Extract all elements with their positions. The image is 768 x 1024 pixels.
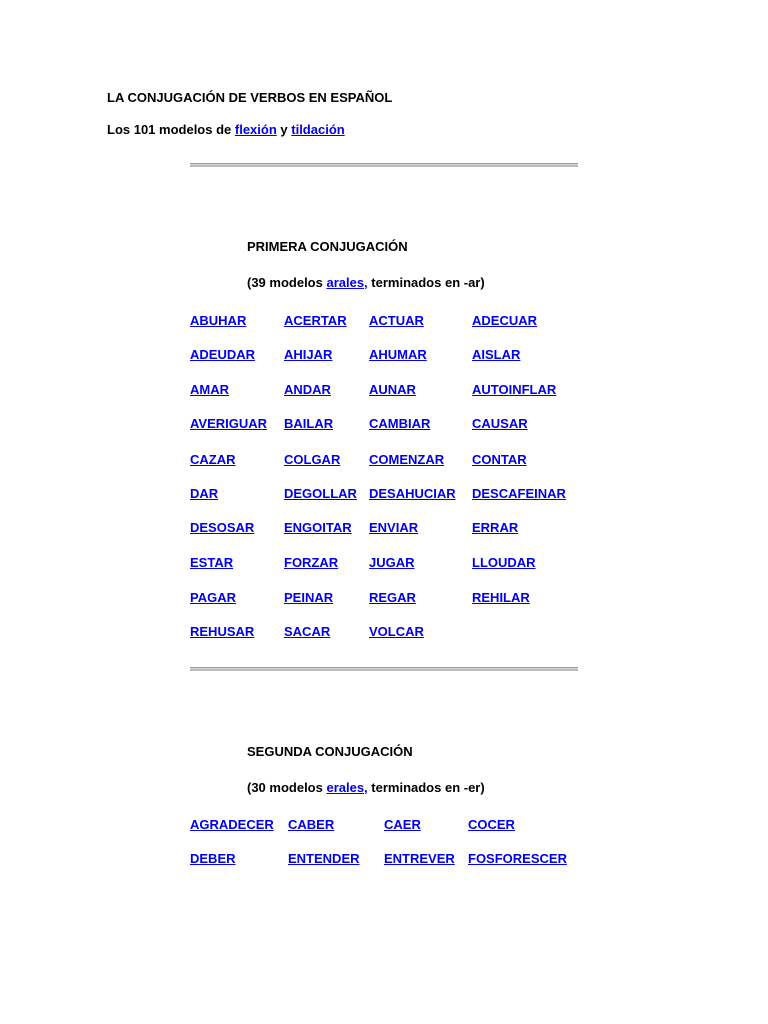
primera-verb-link[interactable]: CAZAR <box>190 452 236 467</box>
primera-verb-link[interactable]: CONTAR <box>472 452 527 467</box>
primera-verb-link[interactable]: REHILAR <box>472 590 530 605</box>
primera-verb-link[interactable]: AHIJAR <box>284 347 333 362</box>
primera-verb-link[interactable]: DAR <box>190 486 219 501</box>
segunda-verb-link[interactable]: CAER <box>384 817 421 832</box>
segunda-verb-link[interactable]: ENTENDER <box>288 851 360 866</box>
segunda-sub-prefix: (30 modelos <box>247 780 327 795</box>
primera-verb-link[interactable]: VOLCAR <box>369 624 424 639</box>
segunda-verb-link[interactable]: ENTREVER <box>384 851 455 866</box>
primera-verb-link[interactable]: ANDAR <box>284 382 331 397</box>
primera-verb-link[interactable]: DESOSAR <box>190 520 255 535</box>
primera-verb-link[interactable]: SACAR <box>284 624 331 639</box>
tildacion-link[interactable]: tildación <box>291 122 345 137</box>
primera-verb-link[interactable]: JUGAR <box>369 555 415 570</box>
subtitle <box>107 122 345 137</box>
primera-verb-link[interactable]: ADEUDAR <box>190 347 255 362</box>
primera-sub-suffix: terminados en -ar) <box>367 275 485 290</box>
primera-verb-link[interactable]: AHUMAR <box>369 347 427 362</box>
primera-subheading <box>247 275 485 290</box>
segunda-verb-link[interactable]: FOSFORESCER <box>468 851 567 866</box>
primera-verb-link[interactable]: REGAR <box>369 590 416 605</box>
primera-verb-link[interactable]: LLOUDAR <box>472 555 536 570</box>
primera-verb-link[interactable]: AMAR <box>190 382 229 397</box>
segunda-verb-link[interactable]: CABER <box>288 817 335 832</box>
primera-verb-link[interactable]: ACTUAR <box>369 313 424 328</box>
primera-verb-link[interactable]: COLGAR <box>284 452 341 467</box>
primera-heading: PRIMERA CONJUGACIÓN <box>247 239 408 254</box>
subtitle-middle: y <box>276 122 292 137</box>
primera-verb-link[interactable]: REHUSAR <box>190 624 255 639</box>
primera-verb-link[interactable]: ACERTAR <box>284 313 347 328</box>
subtitle-prefix: Los 101 modelos de <box>107 122 235 137</box>
segunda-verb-link[interactable]: DEBER <box>190 851 236 866</box>
page-title: LA CONJUGACIÓN DE VERBOS EN ESPAÑOL <box>107 90 393 105</box>
primera-verb-link[interactable]: ERRAR <box>472 520 519 535</box>
segunda-sub-suffix: terminados en -er) <box>367 780 485 795</box>
primera-verb-link[interactable]: ESTAR <box>190 555 234 570</box>
primera-verb-link[interactable]: ABUHAR <box>190 313 247 328</box>
primera-verb-link[interactable]: BAILAR <box>284 416 334 431</box>
segunda-verb-link[interactable]: AGRADECER <box>190 817 274 832</box>
primera-verb-link[interactable]: DESAHUCIAR <box>369 486 456 501</box>
horizontal-rule <box>190 163 578 167</box>
segunda-heading: SEGUNDA CONJUGACIÓN <box>247 744 413 759</box>
arales-link[interactable]: arales, <box>326 275 368 290</box>
primera-verb-link[interactable]: AUTOINFLAR <box>472 382 557 397</box>
primera-verb-link[interactable]: DEGOLLAR <box>284 486 357 501</box>
flexion-link[interactable]: flexión <box>234 122 277 137</box>
primera-verb-link[interactable]: AISLAR <box>472 347 521 362</box>
erales-link[interactable]: erales, <box>326 780 368 795</box>
segunda-subheading <box>247 780 485 795</box>
primera-verb-link[interactable]: CAUSAR <box>472 416 528 431</box>
primera-verb-link[interactable]: AVERIGUAR <box>190 416 268 431</box>
primera-verb-link[interactable]: ENGOITAR <box>284 520 352 535</box>
primera-verb-link[interactable]: FORZAR <box>284 555 339 570</box>
primera-verb-link[interactable]: DESCAFEINAR <box>472 486 566 501</box>
primera-verb-link[interactable]: AUNAR <box>369 382 416 397</box>
primera-verb-link[interactable]: CAMBIAR <box>369 416 431 431</box>
primera-verb-link[interactable]: PEINAR <box>284 590 334 605</box>
primera-verb-link[interactable]: ENVIAR <box>369 520 419 535</box>
primera-verb-link[interactable]: PAGAR <box>190 590 236 605</box>
primera-verb-link[interactable]: COMENZAR <box>369 452 445 467</box>
primera-sub-prefix: (39 modelos <box>247 275 327 290</box>
segunda-verb-link[interactable]: COCER <box>468 817 515 832</box>
primera-verb-link[interactable]: ADECUAR <box>472 313 537 328</box>
horizontal-rule <box>190 667 578 671</box>
